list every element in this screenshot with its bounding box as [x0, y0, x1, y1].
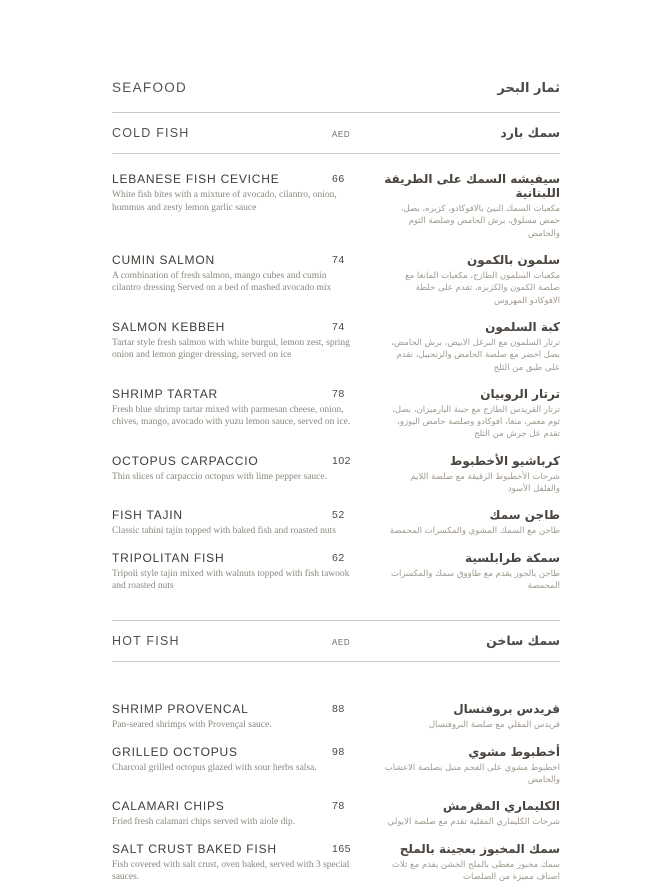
item-description-en: Charcoal grilled octopus glazed with sour herbs salsa.	[112, 762, 317, 773]
item-name-en: SALT CRUST BAKED FISH	[112, 841, 277, 856]
item-arabic-block	[384, 253, 560, 307]
section-header	[112, 113, 560, 153]
item-arabic-block	[384, 508, 560, 537]
item-arabic-block	[384, 454, 560, 496]
item-description-en: Fried fresh calamari chips served with aiole dip.	[112, 817, 296, 828]
menu-item	[112, 172, 560, 240]
item-price: 78	[332, 800, 345, 813]
section-hot-fish	[112, 620, 560, 884]
item-arabic-block	[384, 172, 560, 240]
menu-item	[112, 702, 560, 732]
item-english-block	[112, 508, 337, 538]
item-price: 88	[332, 702, 345, 715]
section-title: COLD FISH	[112, 126, 190, 140]
item-name-en: CALAMARI CHIPS	[112, 799, 225, 814]
section-title-arabic: سمك بارد	[500, 125, 560, 140]
item-description-en: Pan-seared shrimps with Provençal sauce.	[112, 719, 272, 730]
item-arabic-block	[384, 320, 560, 374]
item-description-en: Fresh blue shrimp tartar mixed with parmesan cheese, onion, chives, mango, avocado with yuzu lemon sauce, served on ice.	[112, 404, 351, 428]
item-name-ar: طاجن سمك	[489, 508, 560, 523]
item-price: 78	[332, 387, 345, 400]
item-name-ar: سمكة طرابلسية	[465, 550, 560, 565]
item-english-block	[112, 745, 332, 775]
menu-item	[112, 745, 560, 787]
menu-item	[112, 454, 560, 496]
item-name-en: GRILLED OCTOPUS	[112, 744, 238, 759]
item-english-block	[112, 702, 332, 732]
item-english-block	[112, 454, 332, 484]
menu-item	[112, 387, 560, 441]
menu-item	[112, 253, 560, 307]
item-arabic-block	[384, 745, 560, 787]
item-arabic-block	[384, 387, 560, 441]
item-description-en: Tartar style fresh salmon with white burgul, lemon zest, spring onion and lemon ginger dressing, served on ice	[112, 337, 350, 361]
section-title: HOT FISH	[112, 633, 180, 648]
item-description-ar: اخطبوط مشوي على الفحم متبل بصلصة الاعشاب والحامض	[384, 762, 560, 785]
item-description-ar: مكعبات السمك النيئ بالافوكادو، كزبره، بصل، حمص مسلوق، برش الحامض وصلصة الثوم والحامض	[400, 204, 560, 239]
item-name-en: SHRIMP TARTAR	[112, 386, 218, 401]
menu-item	[112, 842, 560, 884]
section-cold-fish	[112, 113, 560, 593]
item-name-ar: سيفيشه السمك على الطريقة اللبنانية	[384, 172, 560, 200]
item-name-en: CUMIN SALMON	[112, 252, 215, 267]
item-price: 62	[332, 551, 345, 564]
item-description-en: White fish bites with a mixture of avocado, cilantro, onion, hummus and zesty lemon garlic sauce	[112, 190, 337, 213]
item-price: 98	[332, 745, 345, 758]
item-english-block	[112, 799, 332, 829]
page-title-arabic: ثمار البحر	[497, 81, 560, 96]
item-name-ar: كبة السلمون	[485, 319, 560, 334]
currency-label: AED	[332, 637, 351, 647]
item-name-ar: كرباشيو الأخطبوط	[449, 453, 560, 468]
section-title-arabic: سمك ساخن	[486, 632, 560, 648]
page-title: SEAFOOD	[112, 80, 188, 95]
item-description-ar: ترتار القريدس الطازج مع جبنة البارميزان، بصل، ثوم معمر، منغا، افوكادو وصلصة حامض اليوزو، تقدم عل جرش من الثلج	[392, 404, 560, 440]
item-name-en: LEBANESE FISH CEVICHE	[112, 172, 280, 186]
section-header	[112, 621, 560, 661]
item-price: 66	[332, 173, 345, 185]
menu-item	[112, 320, 560, 374]
item-description-ar: قريدس المقلي مع صلصة البروفنسال	[428, 719, 560, 730]
item-name-en: SHRIMP PROVENCAL	[112, 701, 249, 716]
item-list-cold-fish	[112, 154, 560, 593]
menu-item	[112, 551, 560, 593]
item-arabic-block	[384, 702, 560, 731]
item-description-ar: شرحات الكليماري المقلية تقدم مع صلصة الايولي	[387, 817, 560, 828]
item-name-ar: سمك المخبوز بعجينة بالملح	[399, 841, 560, 856]
item-name-en: OCTOPUS CARPACCIO	[112, 453, 259, 468]
item-english-block	[112, 253, 332, 295]
item-price: 74	[332, 253, 345, 266]
item-name-ar: سلمون بالكمون	[467, 252, 560, 267]
item-description-en: Tripoli style tajin mixed with walnuts topped with fish tawook and roasted nuts	[112, 568, 350, 592]
currency-label: AED	[332, 130, 351, 139]
item-english-block	[112, 172, 337, 214]
item-description-en: Thin slices of carpaccio octopus with lime pepper sauce.	[112, 471, 327, 482]
item-arabic-block	[384, 551, 560, 593]
item-name-ar: الكليماري المقرمش	[442, 799, 560, 814]
item-name-ar: أخطبوط مشوي	[468, 744, 560, 759]
item-description-ar: طاجن بالجوز يقدم مع طاووق سمك والمكسرات المحمصة	[391, 568, 560, 592]
item-name-ar: ترتار الروبيان	[480, 386, 560, 401]
item-description-ar: طاجن مع السمك المشوي والمكسرات المحمصة	[389, 526, 560, 537]
menu-item	[112, 799, 560, 829]
item-list-hot-fish	[112, 662, 560, 884]
item-price: 52	[332, 509, 345, 522]
item-name-ar: قريدس بروفنسال	[453, 701, 560, 716]
item-description-ar: شرحات الأخطبوط الرقيقة مع صلصة اللايم والفلفل الأسود	[410, 471, 560, 495]
item-description-en: Fish covered with salt crust, oven baked, served with 3 special sauces.	[112, 859, 350, 883]
item-description-ar: سمك مخبوز مغطى بالملح الخشن يقدم مع ثلاث اصناف مميزة من الصلصات	[391, 859, 560, 882]
item-name-en: TRIPOLITAN FISH	[112, 550, 225, 565]
item-price: 165	[332, 842, 352, 855]
page-header	[112, 80, 560, 96]
item-name-en: FISH TAJIN	[112, 508, 183, 523]
item-arabic-block	[384, 799, 560, 828]
item-arabic-block	[384, 842, 560, 884]
item-price: 102	[332, 454, 352, 467]
item-name-en: SALMON KEBBEH	[112, 319, 226, 334]
menu-item	[112, 508, 560, 538]
item-price: 74	[332, 320, 345, 333]
item-description-ar: مكعبات السلمون الطازج، مكعبات المانغا مع صلصة الكمون والكزبره، تقدم على خلطة الافوكادو المهروس	[405, 270, 560, 306]
item-description-en: Classic tahini tajin topped with baked fish and roasted nuts	[112, 526, 337, 537]
item-description-ar: ترتار السلمون مع البرغل الابيض، برش الحامض، بصل اخضر مع صلصة الحامض والزنجبيل، تقدم على طبق من الثلج	[391, 337, 560, 373]
item-description-en: A combination of fresh salmon, mango cubes and cumin cilantro dressing Served on a bed of mashed avocado mix	[112, 270, 332, 294]
